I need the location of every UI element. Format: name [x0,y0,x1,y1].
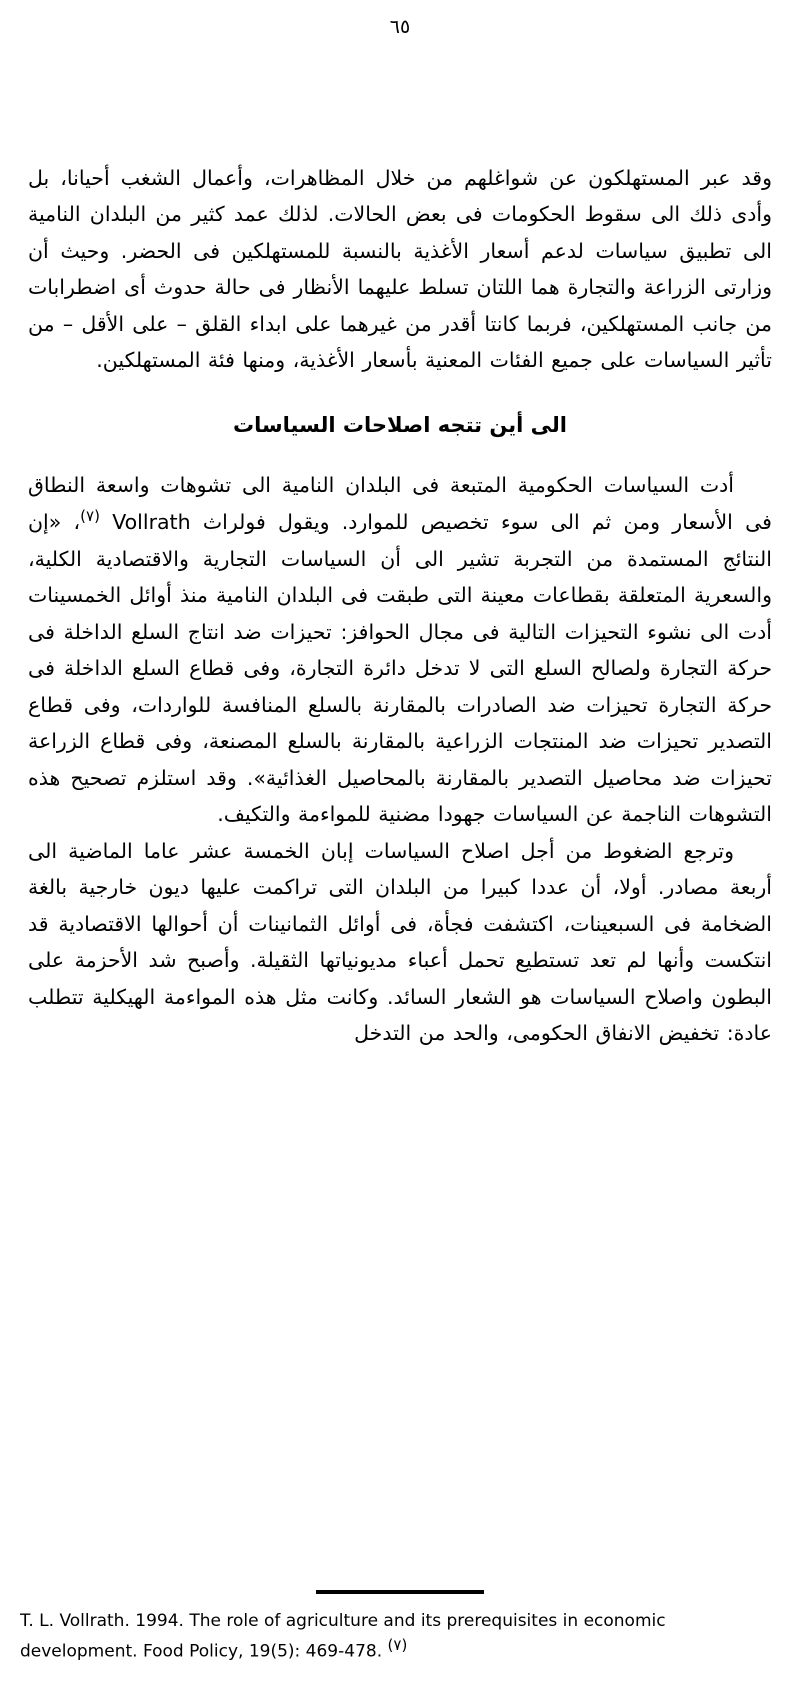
footnote-entry [18,1608,782,1665]
paragraph-2-rest: ، «إن النتائج المستمدة من التجربة تشير الى أن السياسات التجارية والاقتصادية الكلية، والسعرية المتعلقة بقطاعات معينة التى طبقت فى البلدان النامية منذ أوائل الخمسينات أدت الى نشوء التحيزات التالية فى مجال الحوافز: تحيزات ضد انتاج السلع الداخلة فى حركة التجارة ولصالح السلع التى لا تدخل دائرة التجارة، وفى قطاع السلع الداخلة فى حركة التجارة تحيزات ضد الصادرات بالمقارنة بالسلع المنافسة للواردات، وفى قطاع التصدير تحيزات ضد المنتجات الزراعية بالمقارنة بالسلع المصنعة، وفى قطاع الزراعة تحيزات ضد محاصيل التصدير بالمقارنة بالمحاصيل الغذائية». وقد استلزم تصحيح هذه التشوهات الناجمة عن السياسات جهودا مضنية للمواءمة والتكيف. [28,510,772,827]
author-name-latin: Vollrath [112,510,191,535]
paragraph-1: وقد عبر المستهلكون عن شواغلهم من خلال المظاهرات، وأعمال الشغب أحيانا، بل وأدى ذلك الى سقوط الحكومات فى بعض الحالات. لذلك عمد كثير من البلدان النامية الى تطبيق سياسات لدعم أسعار الأغذية بالنسبة للمستهلكين فى الحضر. وحيث أن وزارتى الزراعة والتجارة هما اللتان تسلط عليهما الأنظار فى حالة حدوث أى اضطرابات من جانب المستهلكين، فربما كانتا أقدر من غيرهما على ابداء القلق – على الأقل – من تأثير السياسات على جميع الفئات المعنية بأسعار الأغذية، ومنها فئة المستهلكين. [28,166,772,373]
paragraph-2 [28,467,772,833]
footnote-separator-rule [316,1590,484,1594]
footnote-marker: (٧) [387,1636,408,1654]
section-heading: الى أين تتجه اصلاحات السياسات [233,412,567,437]
footnote-area [18,1590,782,1665]
footnote-reference-marker: (٧) [80,507,100,526]
paragraph-3: وترجع الضغوط من أجل اصلاح السياسات إبان الخمسة عشر عاما الماضية الى أربعة مصادر. أولا، أن عددا كبيرا من البلدان التى تراكمت عليها ديون خارجية بالغة الضخامة فى السبعينات، اكتشفت فجأة، فى أوائل الثمانينات أن أحوالها الاقتصادية قد انتكست وأنها لم تعد تستطيع تحمل أعباء مديونياتها الثقيلة. وأصبح شد الأحزمة على البطون واصلاح السياسات هو الشعار السائد. وكانت مثل هذه المواءمة الهيكلية تتطلب عادة: تخفيض الانفاق الحكومى، والحد من التدخل [28,838,772,1045]
paragraph-2-lead: أدت السياسات الحكومية المتبعة فى البلدان النامية الى تشوهات واسعة النطاق فى الأسعار ومن ثم الى سوء تخصيص للموارد. ويقول فولراث [28,472,772,535]
page-body [18,160,782,1051]
footnote-text: T. L. Vollrath. 1994. The role of agriculture and its prerequisites in economic development. Food Policy, 19(5): 469-478. [20,1610,666,1662]
page-number: ٦٥ [389,16,411,38]
